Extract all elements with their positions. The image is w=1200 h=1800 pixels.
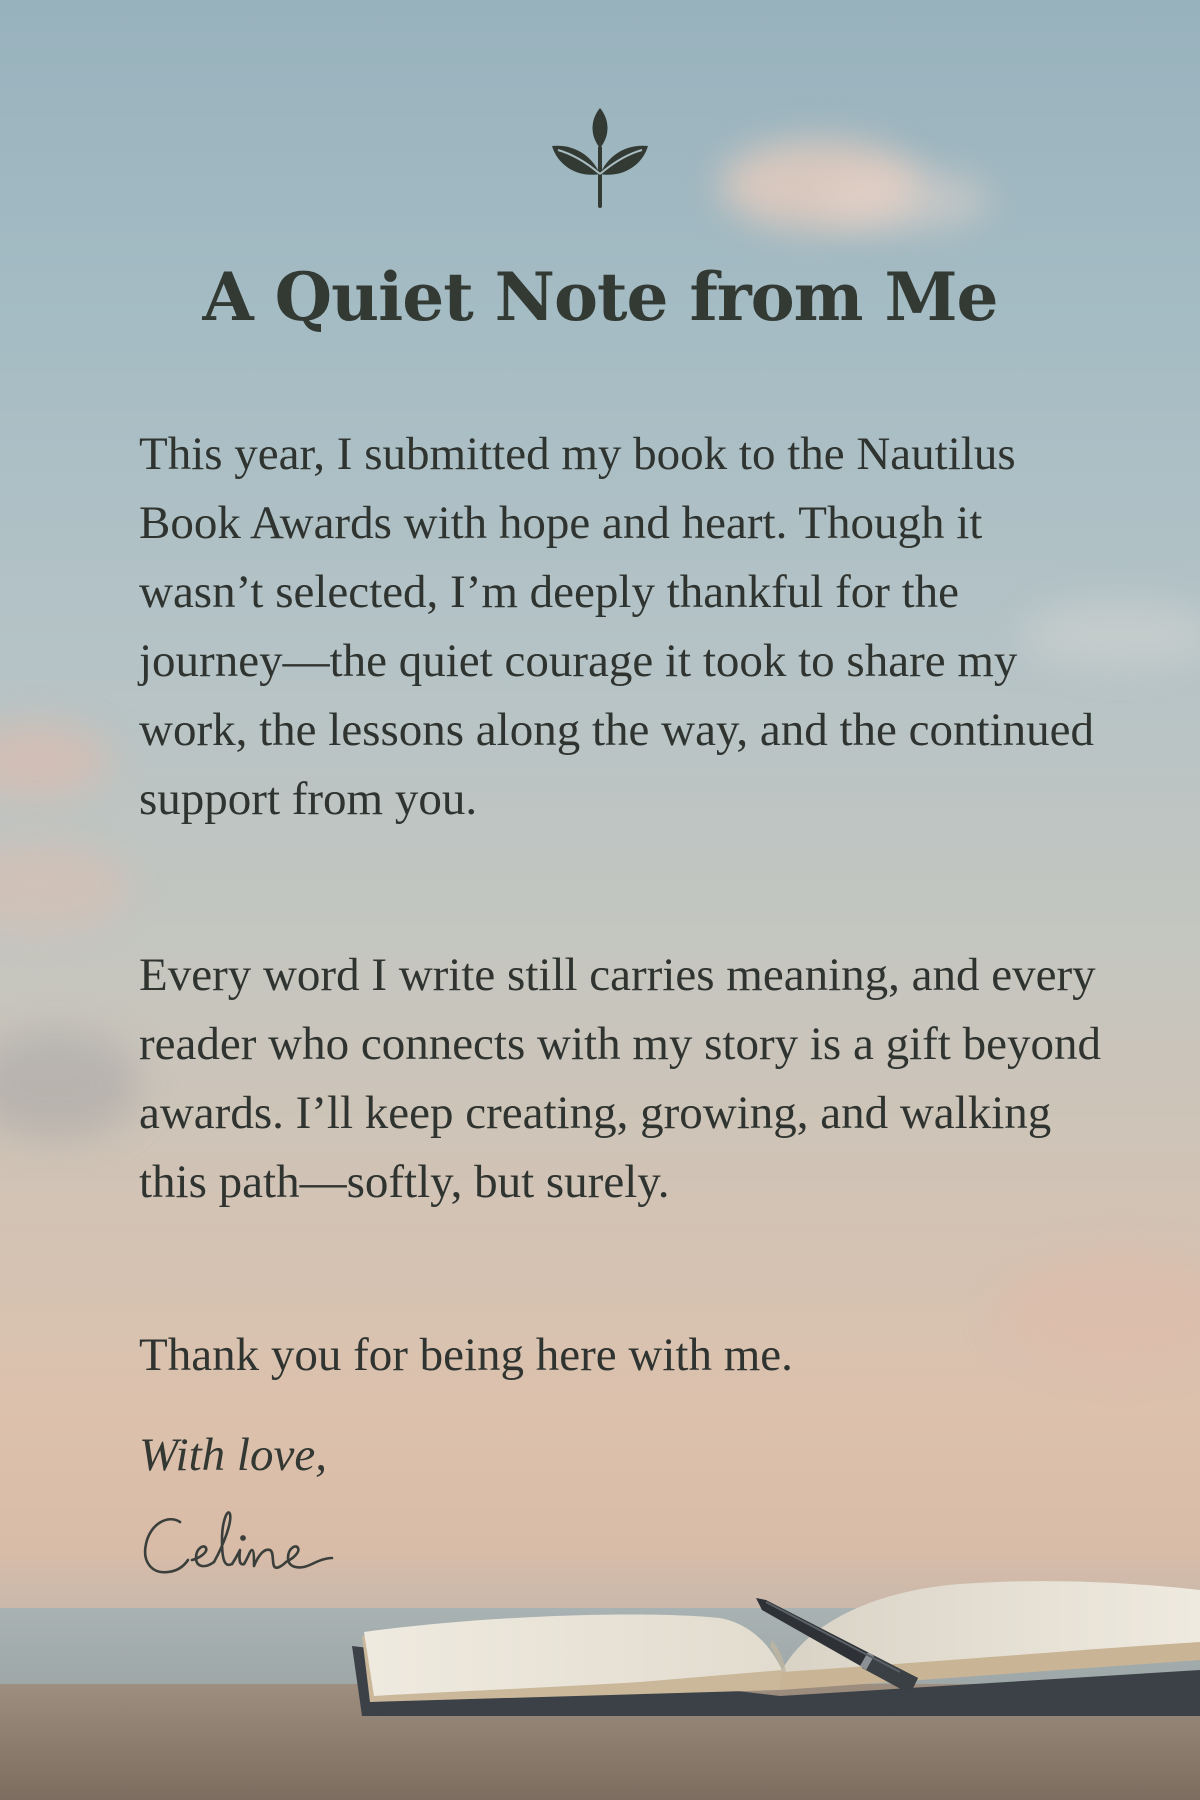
sprout-icon [550,104,650,210]
cloud-decoration [820,170,990,230]
page-title: A Quiet Note from Me [202,258,998,336]
paragraph-thanks: Thank you for being here with me. [139,1329,793,1381]
cloud-decoration [0,720,110,800]
pen-icon [750,1590,930,1700]
cloud-decoration [0,840,130,930]
closing-line: With love, [139,1429,327,1481]
cloud-decoration [0,1030,140,1140]
paragraph-submission: This year, I submitted my book to the Nautilus Book Awards with hope and heart. Though it wasn’t selected, I’m deeply thankful for the journey—the quiet courage it took to share my work, the lessons along the way, and the continued support from you. [139,428,1095,825]
cloud-decoration [720,140,920,230]
signature [140,1500,350,1590]
paragraph-gratitude: Every word I write still carries meaning, and every reader who connects with my story is a gift beyond awards. I’ll keep creating, growing, and walking this path—softly, but surely. [139,949,1101,1208]
